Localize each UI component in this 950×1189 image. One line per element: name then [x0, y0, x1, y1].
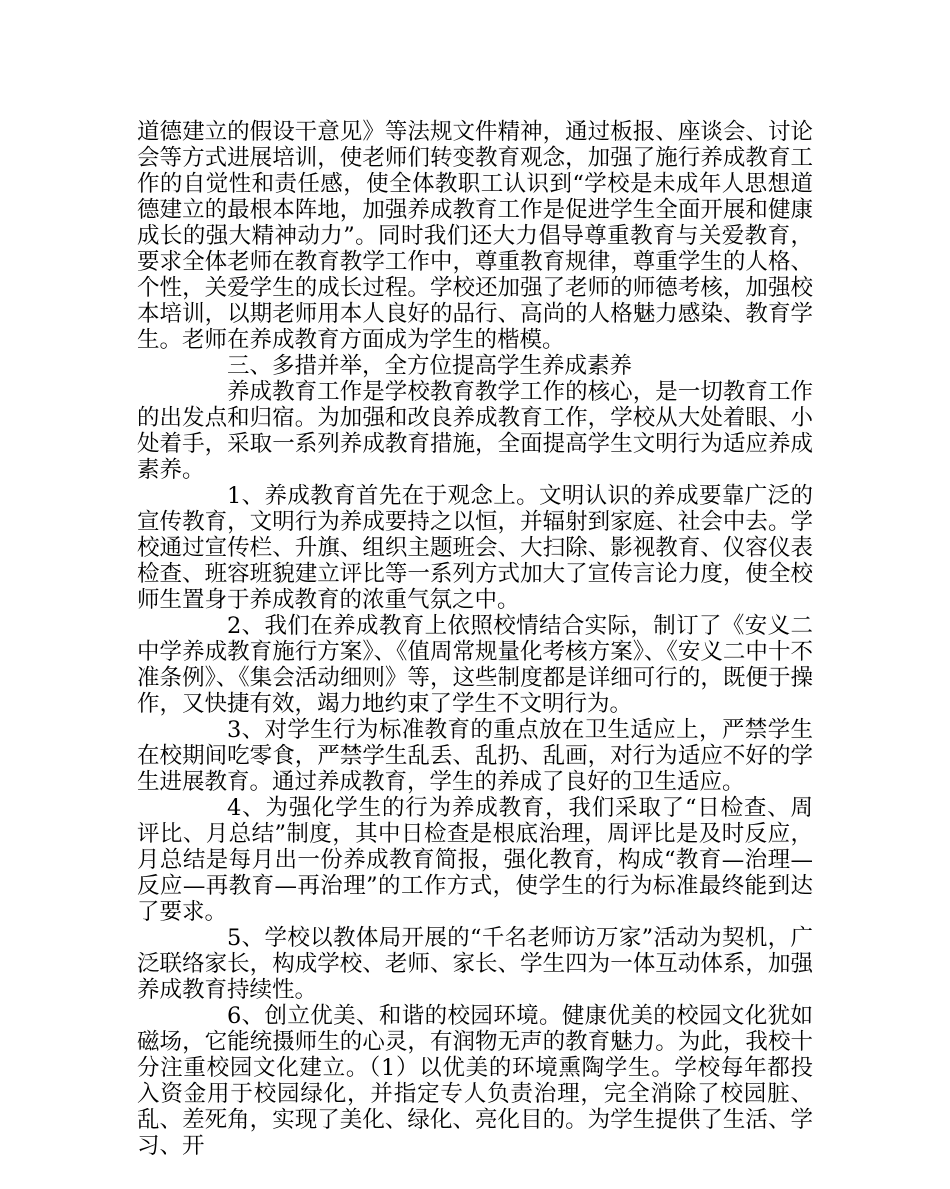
paragraph-teacher-training: 道德建立的假设干意见》等法规文件精神，通过板报、座谈会、讨论会等方式进展培训，使老师们转变教育观念，加强了施行养成教育工作的自觉性和责任感，使全体教职工认识到“学校是未成年人思想道德建立的最根本阵地，加强养成教育工作是促进学生全面开展和健康成长的强大精神动力”。同时我们还大力倡导尊重教育与关爱教育，要求全体老师在教育教学工作中，尊重教育规律，尊重学生的人格、个性，关爱学生的成长过程。学校还加强了老师的师德考核，加强校本培训，以期老师用本人良好的品行、高尚的人格魅力感染、教育学生。老师在养成教育方面成为学生的楷模。	[137, 119, 813, 353]
paragraph-item-4: 4、为强化学生的行为养成教育，我们采取了“日检查、周评比、月总结”制度，其中日检查是根底治理，周评比是及时反应，月总结是每月出一份养成教育简报，强化教育，构成“教育—治理—反应—再教育—再治理”的工作方式，使学生的行为标准最终能到达了要求。	[137, 795, 813, 925]
paragraph-item-2: 2、我们在养成教育上依照校情结合实际，制订了《安义二中学养成教育施行方案》、《值周常规量化考核方案》、《安义二中十不准条例》、《集会活动细则》等，这些制度都是详细可行的，既便于操作，又快捷有效，竭力地约束了学生不文明行为。	[137, 613, 813, 717]
paragraph-core-work: 养成教育工作是学校教育教学工作的核心，是一切教育工作的出发点和归宿。为加强和改良养成教育工作，学校从大处着眼、小处着手，采取一系列养成教育措施，全面提高学生文明行为适应养成素养。	[137, 379, 813, 483]
paragraph-item-3: 3、对学生行为标准教育的重点放在卫生适应上，严禁学生在校期间吃零食，严禁学生乱丢、乱扔、乱画，对行为适应不好的学生进展教育。通过养成教育，学生的养成了良好的卫生适应。	[137, 717, 813, 795]
section-heading-three: 三、多措并举，全方位提高学生养成素养	[227, 353, 633, 379]
paragraph-item-6: 6、创立优美、和谐的校园环境。健康优美的校园文化犹如磁场，它能统摄师生的心灵，有润物无声的教育魅力。为此，我校十分注重校园文化建立。（1）以优美的环境熏陶学生。学校每年都投入资金用于校园绿化，并指定专人负责治理，完全消除了校园脏、乱、差死角，实现了美化、绿化、亮化目的。为学生提供了生活、学习、开	[137, 1003, 813, 1159]
document-page	[137, 119, 813, 1159]
paragraph-item-1: 1、养成教育首先在于观念上。文明认识的养成要靠广泛的宣传教育，文明行为养成要持之以恒，并辐射到家庭、社会中去。学校通过宣传栏、升旗、组织主题班会、大扫除、影视教育、仪容仪表检查、班容班貌建立评比等一系列方式加大了宣传言论力度，使全校师生置身于养成教育的浓重气氛之中。	[137, 483, 813, 613]
paragraph-item-5: 5、学校以教体局开展的“千名老师访万家”活动为契机，广泛联络家长，构成学校、老师、家长、学生四为一体互动体系，加强养成教育持续性。	[137, 925, 813, 1003]
